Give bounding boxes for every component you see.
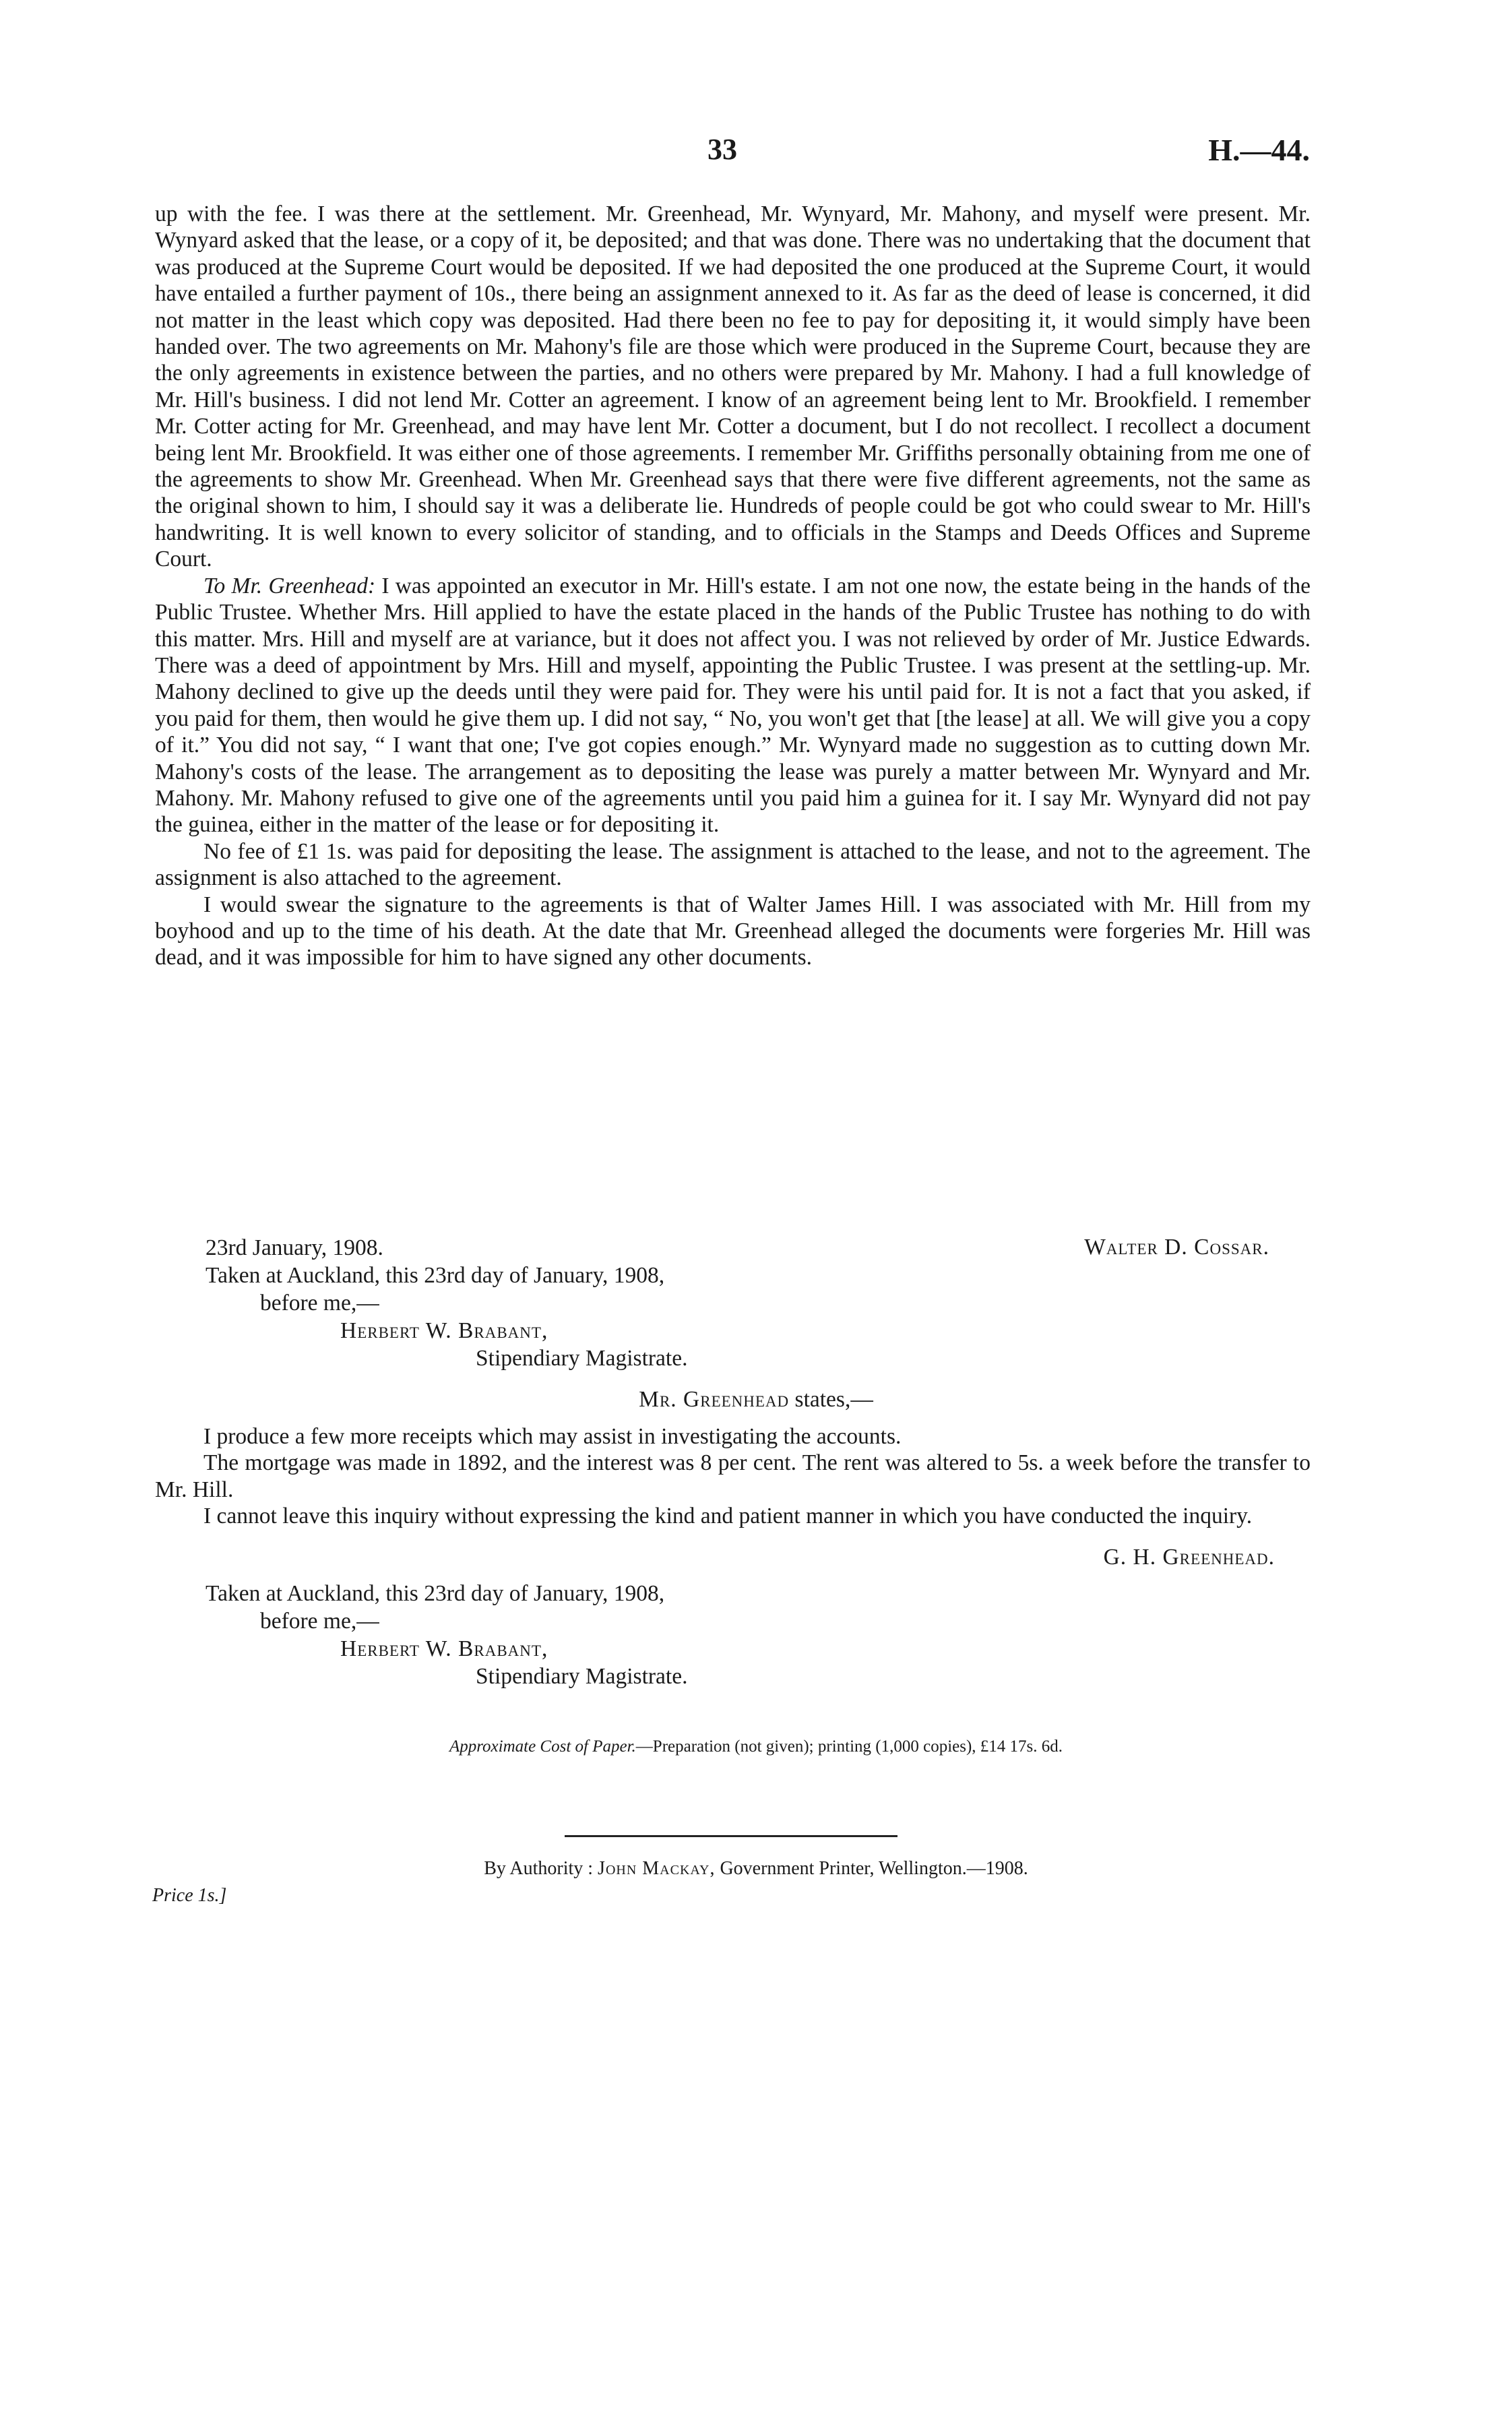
- paragraph-1: up with the fee. I was there at the settlement. Mr. Greenhead, Mr. Wynyard, Mr. Mahony, and myself were present. Mr. Wynyard asked that the lease, or a copy of it, be deposited; and that was done. There was no undertaking that the document that was produced at the Supreme Court would be deposited. If we had deposited the one produced at the Supreme Court, it would have entailed a further payment of 10s., there being an assignment annexed to it. As far as the deed of lease is concerned, it did not matter in the least which copy was deposited. Had there been no fee to pay for depositing it, it would simply have been handed over. The two agreements on Mr. Mahony's file are those which were produced in the Supreme Court, because they are the only agreements in existence between the parties, and no others were prepared by Mr. Mahony. I had a full knowledge of Mr. Hill's business. I did not lend Mr. Cotter an agreement. I know of an agreement being lent to Mr. Brookfield. I remember Mr. Cotter acting for Mr. Greenhead, and may have lent Mr. Cotter a document, but I do not recollect. I recollect a document being lent Mr. Brookfield. It was either one of those agreements. I remember Mr. Griffiths personally obtaining from me one of the agreements to show Mr. Greenhead. When Mr. Greenhead says that there were five different agreements, not the same as the original shown to him, I should say it was a deliberate lie. Hundreds of people could be got who could swear to Mr. Hill's handwriting. It is well known to every solicitor of standing, and to officials in the Stamps and Deeds Offices and Supreme Court.: [155, 202, 1311, 572]
- body-text: [155, 201, 1311, 971]
- cost-of-paper-line: [0, 1737, 1512, 1756]
- greenhead-heading: [0, 1387, 1512, 1413]
- cost-label: Approximate Cost of Paper.: [449, 1737, 636, 1756]
- paragraph-2-text: I was appointed an executor in Mr. Hill's estate. I am not one now, the estate being in the hands of the Public Trustee. Whether Mrs. Hill applied to have the estate placed in the hands of the Public Trustee has nothing to do with this matter. Mrs. Hill and myself are at variance, but it does not affect you. I was not relieved by order of Mr. Justice Edwards. There was a deed of appointment by Mrs. Hill and myself, appointing the Public Trustee. I was present at the settling-up. Mr. Mahony declined to give up the deeds until they were paid for. They were his until paid for. It is not a fact that you asked, if you paid for them, then would he give them up. I did not say, “ No, you won't get that [the lease] at all. We will give you a copy of it.” You did not say, “ I want that one; I've got copies enough.” Mr. Wynyard made no suggestion as to cutting down Mr. Mahony's costs of the lease. The arrangement as to depositing the lease was purely a matter between Mr. Wynyard and Mr. Mahony. Mr. Mahony refused to give one of the agreements until you paid him a guinea for it. I say Mr. Wynyard did not pay the guinea, either in the matter of the lease or for depositing it.: [155, 573, 1311, 838]
- authority-line: [0, 1858, 1512, 1880]
- greenhead-magistrate-title: Stipendiary Magistrate.: [476, 1664, 688, 1689]
- greenhead-paragraph-3: I cannot leave this inquiry without expressing the kind and patient manner in which you have conducted the inquiry.: [203, 1504, 1253, 1529]
- paragraph-2-lead: To Mr. Greenhead:: [203, 573, 376, 598]
- greenhead-heading-suffix: states,—: [789, 1387, 873, 1412]
- greenhead-signature: G. H. Greenhead.: [1103, 1545, 1275, 1570]
- cost-text: —Preparation (not given); printing (1,000 copies), £14 17s. 6d.: [635, 1737, 1063, 1756]
- paragraph-2: [155, 573, 1311, 838]
- footer-rule: [565, 1835, 897, 1837]
- price-note: Price 1s.]: [152, 1885, 227, 1906]
- cossar-magistrate-title: Stipendiary Magistrate.: [476, 1346, 688, 1371]
- cossar-before-me: before me,—: [260, 1291, 379, 1316]
- paragraph-4: I would swear the signature to the agreements is that of Walter James Hill. I was associated with Mr. Hill from my boyhood and up to the time of his death. At the date that Mr. Greenhead alleged the documents were forgeries Mr. Hill was dead, and it was impossible for him to have signed any other documents.: [155, 892, 1311, 970]
- document-reference: H.—44.: [1208, 133, 1310, 167]
- cossar-magistrate-name: Herbert W. Brabant,: [340, 1318, 548, 1343]
- cossar-signature: Walter D. Cossar.: [1084, 1235, 1269, 1260]
- cossar-date: 23rd January, 1908.: [206, 1235, 383, 1260]
- authority-suffix: Government Printer, Wellington.—1908.: [715, 1858, 1028, 1879]
- greenhead-paragraph-2: The mortgage was made in 1892, and the interest was 8 per cent. The rent was altered to 5s. a week before the transfer to Mr. Hill.: [155, 1450, 1311, 1502]
- greenhead-taken-at: Taken at Auckland, this 23rd day of January, 1908,: [206, 1581, 665, 1606]
- paragraph-3: No fee of £1 1s. was paid for depositing the lease. The assignment is attached to the lease, and not to the agreement. The assignment is also attached to the agreement.: [155, 838, 1311, 891]
- greenhead-magistrate-name: Herbert W. Brabant,: [340, 1636, 548, 1661]
- greenhead-heading-name: Mr. Greenhead: [639, 1387, 790, 1412]
- cossar-taken-at: Taken at Auckland, this 23rd day of January, 1908,: [206, 1263, 665, 1288]
- authority-printer: John Mackay,: [598, 1858, 716, 1879]
- page-number: 33: [707, 133, 737, 166]
- greenhead-text: [155, 1423, 1311, 1530]
- greenhead-before-me: before me,—: [260, 1609, 379, 1634]
- authority-prefix: By Authority :: [484, 1858, 594, 1879]
- greenhead-paragraph-1: I produce a few more receipts which may assist in investigating the accounts.: [203, 1424, 902, 1449]
